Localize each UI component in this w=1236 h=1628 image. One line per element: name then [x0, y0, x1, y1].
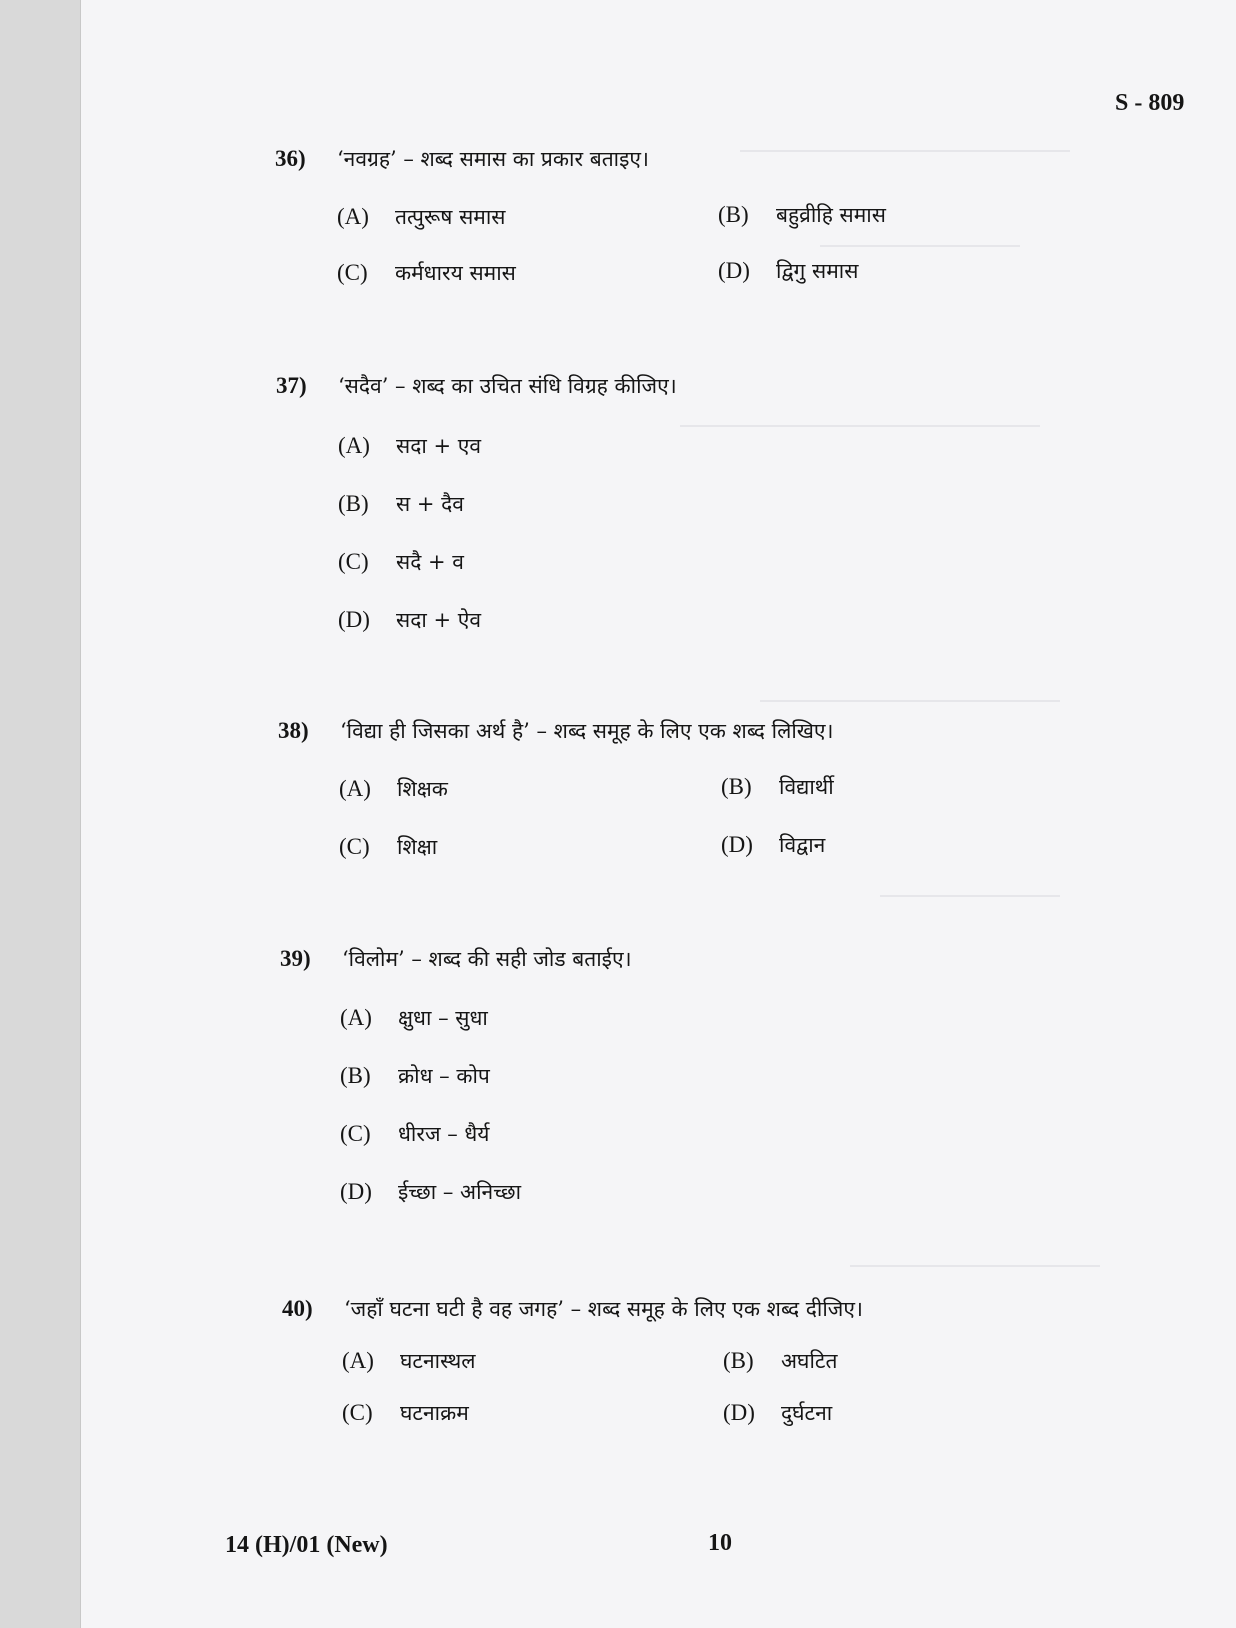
- option-39-c: [340, 1120, 489, 1148]
- option-label: (B): [721, 774, 752, 799]
- option-36-a: [337, 203, 505, 231]
- bleed-through-mark: [760, 700, 1060, 702]
- option-text: विद्वान: [779, 833, 826, 857]
- question-number: 36): [275, 146, 306, 171]
- option-text: शिक्षक: [397, 777, 448, 801]
- option-label: (A): [339, 776, 371, 801]
- option-label: (D): [340, 1179, 372, 1204]
- option-label: (C): [338, 549, 369, 574]
- bleed-through-mark: [850, 1265, 1100, 1267]
- exam-page: [80, 0, 1236, 1628]
- option-text: क्षुधा – सुधा: [398, 1006, 488, 1030]
- option-label: (C): [337, 260, 368, 285]
- option-39-a: [340, 1004, 488, 1032]
- question-number: 38): [278, 718, 309, 743]
- option-text: सदै + व: [396, 550, 464, 574]
- question-38: [278, 717, 834, 745]
- option-text: ईच्छा – अनिच्छा: [398, 1180, 522, 1204]
- option-37-a: [338, 432, 481, 460]
- option-label: (B): [340, 1063, 371, 1088]
- option-text: घटनाक्रम: [400, 1401, 469, 1425]
- option-text: कर्मधारय समास: [395, 261, 516, 285]
- question-text: ‘नवग्रह’ – शब्द समास का प्रकार बताइए।: [337, 147, 649, 171]
- bleed-through-mark: [680, 425, 1040, 427]
- option-36-c: [337, 259, 516, 287]
- question-number: 37): [276, 373, 307, 398]
- question-text: ‘विद्या ही जिसका अर्थ है’ – शब्द समूह के लिए एक शब्द लिखिए।: [340, 719, 834, 743]
- option-text: क्रोध – कोप: [398, 1064, 490, 1088]
- option-40-d: [723, 1399, 832, 1427]
- option-text: दुर्घटना: [781, 1401, 833, 1425]
- option-label: (C): [342, 1400, 373, 1425]
- option-39-b: [340, 1062, 490, 1090]
- option-text: बहुव्रीहि समास: [776, 203, 886, 227]
- question-number: 39): [280, 946, 311, 971]
- option-label: (D): [338, 607, 370, 632]
- option-label: (B): [338, 491, 369, 516]
- option-label: (D): [718, 258, 750, 283]
- paper-series-code: S - 809: [1115, 90, 1185, 116]
- bleed-through-mark: [740, 150, 1070, 152]
- page-number: 10: [708, 1530, 732, 1556]
- option-label: (D): [721, 832, 753, 857]
- paper-code-footer: 14 (H)/01 (New): [225, 1532, 388, 1558]
- option-36-d: [718, 257, 858, 285]
- option-40-a: [342, 1347, 476, 1375]
- option-37-b: [338, 490, 464, 518]
- option-text: अघटित: [781, 1349, 838, 1373]
- option-label: (A): [342, 1348, 374, 1373]
- option-label: (A): [338, 433, 370, 458]
- option-label: (A): [340, 1005, 372, 1030]
- option-38-c: [339, 833, 437, 861]
- question-number: 40): [282, 1296, 313, 1321]
- option-label: (B): [723, 1348, 754, 1373]
- option-39-d: [340, 1178, 521, 1206]
- bleed-through-mark: [820, 245, 1020, 247]
- bleed-through-mark: [880, 895, 1060, 897]
- question-37: [276, 372, 677, 400]
- option-text: सदा + एव: [396, 434, 482, 458]
- option-36-b: [718, 201, 886, 229]
- question-36: [275, 145, 649, 173]
- option-38-a: [339, 775, 448, 803]
- option-text: विद्यार्थी: [779, 775, 834, 799]
- question-text: ‘जहाँ घटना घटी है वह जगह’ – शब्द समूह के लिए एक शब्द दीजिए।: [344, 1297, 863, 1321]
- question-40: [282, 1295, 863, 1323]
- question-39: [280, 945, 632, 973]
- question-text: ‘सदैव’ – शब्द का उचित संधि विग्रह कीजिए।: [338, 374, 677, 398]
- option-label: (D): [723, 1400, 755, 1425]
- option-40-c: [342, 1399, 469, 1427]
- option-text: स + दैव: [396, 492, 464, 516]
- question-text: ‘विलोम’ – शब्द की सही जोड बताईए।: [342, 947, 632, 971]
- option-text: तत्पुरूष समास: [395, 205, 506, 229]
- option-text: द्विगु समास: [776, 259, 859, 283]
- option-37-c: [338, 548, 464, 576]
- option-text: शिक्षा: [397, 835, 438, 859]
- option-text: सदा + ऐव: [396, 608, 482, 632]
- option-label: (A): [337, 204, 369, 229]
- option-text: घटनास्थल: [400, 1349, 476, 1373]
- option-38-d: [721, 831, 825, 859]
- option-text: धीरज – धैर्य: [398, 1122, 490, 1146]
- option-label: (C): [339, 834, 370, 859]
- option-label: (C): [340, 1121, 371, 1146]
- option-40-b: [723, 1347, 837, 1375]
- option-38-b: [721, 773, 834, 801]
- option-37-d: [338, 606, 481, 634]
- option-label: (B): [718, 202, 749, 227]
